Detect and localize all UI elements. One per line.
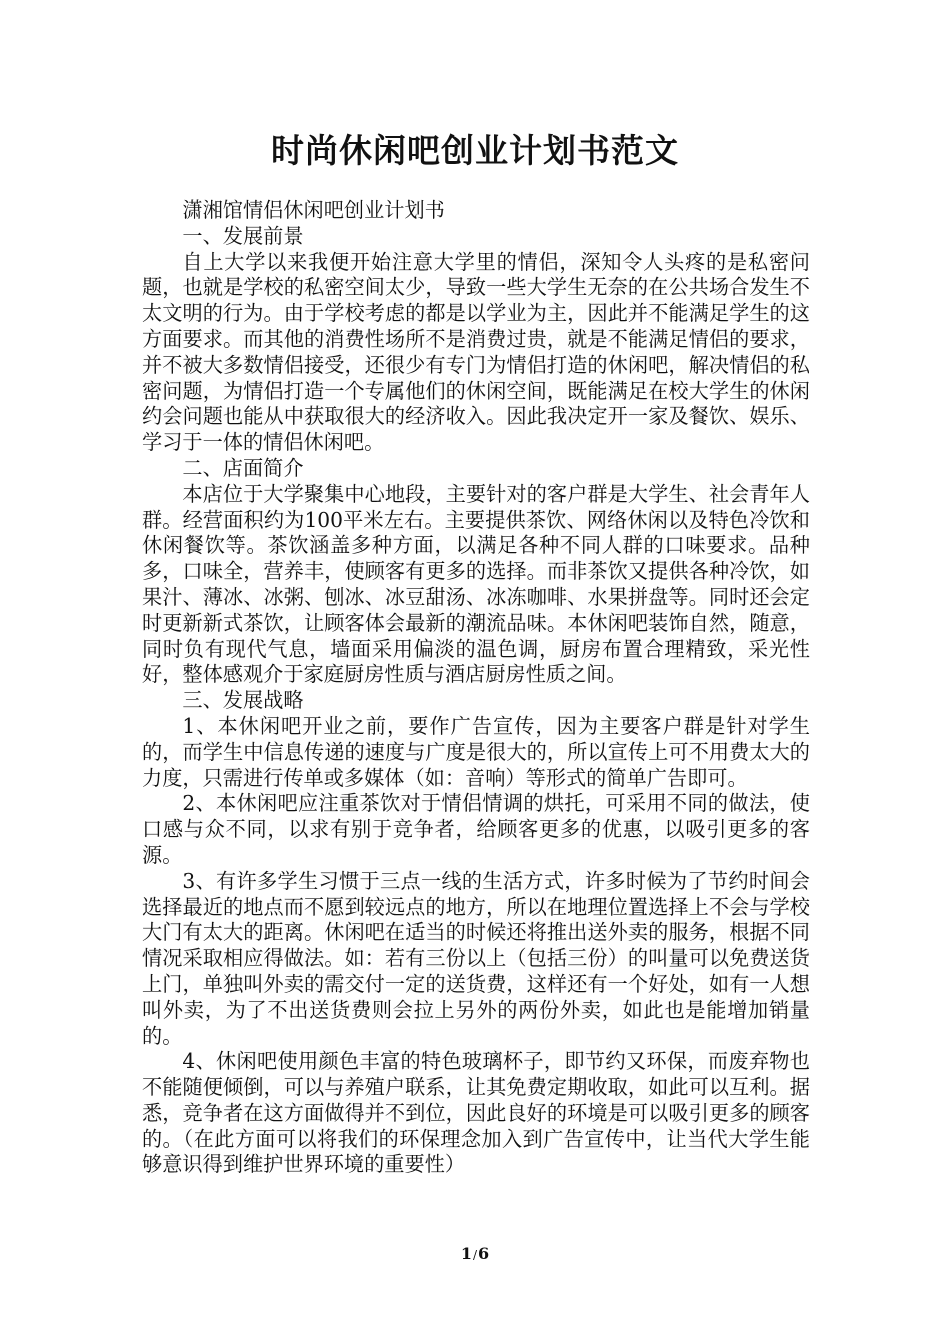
page-total: 6 (478, 1244, 490, 1263)
paragraph: 3、有许多学生习惯于三点一线的生活方式，许多时候为了节约时间会选择最近的地点而不愿到较远点的地方，所以在地理位置选择上不会与学校大门有太大的距离。休闲吧在适当的时候还将推出送外卖的服务，根据不同情况采取相应得做法。如：若有三份以上（包括三份）的叫量可以免费送货上门，单独叫外卖的需交付一定的送货费，这样还有一个好处，如有一人想叫外卖，为了不出送货费则会拉上另外的两份外卖，如此也是能增加销量的。 (142, 868, 810, 1048)
subtitle-paragraph: 潇湘馆情侣休闲吧创业计划书 (182, 198, 445, 222)
paragraph: 本店位于大学聚集中心地段，主要针对的客户群是大学生、社会青年人群。经营面积约为100平米左右。主要提供茶饮、网络休闲以及特色冷饮和休闲餐饮等。茶饮涵盖多种方面，以满足各种不同人群的口味要求。品种多，口味全，营养丰，使顾客有更多的选择。而非茶饮又提供各种冷饮，如果汁、薄冰、冰粥、刨冰、冰豆甜汤、冰冻咖啡、水果拼盘等。同时还会定时更新新式茶饮，让顾客体会最新的潮流品味。本休闲吧装饰自然，随意，同时负有现代气息，墙面采用偏淡的温色调，厨房布置合理精致，采光性好，整体感观介于家庭厨房性质与酒店厨房性质之间。 (142, 481, 810, 687)
paragraph: 4、休闲吧使用颜色丰富的特色玻璃杯子，即节约又环保，而废弃物也不能随便倾倒，可以与养殖户联系，让其免费定期收取，如此可以互利。据悉，竞争者在这方面做得并不到位，因此良好的环境是可以吸引更多的顾客的。（在此方面可以将我们的环保理念加入到广告宣传中，让当代大学生能够意识得到维护世界环境的重要性） (142, 1049, 810, 1177)
page-separator: / (472, 1248, 478, 1262)
paragraph: 自上大学以来我便开始注意大学里的情侣，深知令人头疼的是私密问题，也就是学校的私密空间太少，导致一些大学生无奈的在公共场合发生不太文明的行为。由于学校考虑的都是以学业为主，因此并不能满足学生的这方面要求。而其他的消费性场所不是消费过贵，就是不能满足情侣的要求，并不被大多数情侣接受，还很少有专门为情侣打造的休闲吧，解决情侣的私密问题，为情侣打造一个专属他们的休闲空间，既能满足在校大学生的休闲约会问题也能从中获取很大的经济收入。因此我决定开一家及餐饮、娱乐、学习于一体的情侣休闲吧。 (142, 249, 810, 455)
section-heading-2: 二、店面简介 (182, 455, 304, 480)
section-heading-1: 一、发展前景 (182, 223, 304, 248)
paragraph: 1、本休闲吧开业之前，要作广告宣传，因为主要客户群是针对学生的，而学生中信息传递的速度与广度是很大的，所以宣传上可不用费太大的力度，只需进行传单或多媒体（如：音响）等形式的简单广告即可。 (142, 713, 810, 790)
document-body (142, 198, 810, 1178)
section-heading-3: 三、发展战略 (182, 688, 304, 713)
document-title: 时尚休闲吧创业计划书范文 (271, 131, 679, 170)
paragraph: 2、本休闲吧应注重茶饮对于情侣情调的烘托，可采用不同的做法，使口感与众不同，以求有别于竞争者，给顾客更多的优惠，以吸引更多的客源。 (142, 791, 810, 867)
page-current: 1 (460, 1244, 472, 1263)
page-number (0, 1244, 950, 1263)
